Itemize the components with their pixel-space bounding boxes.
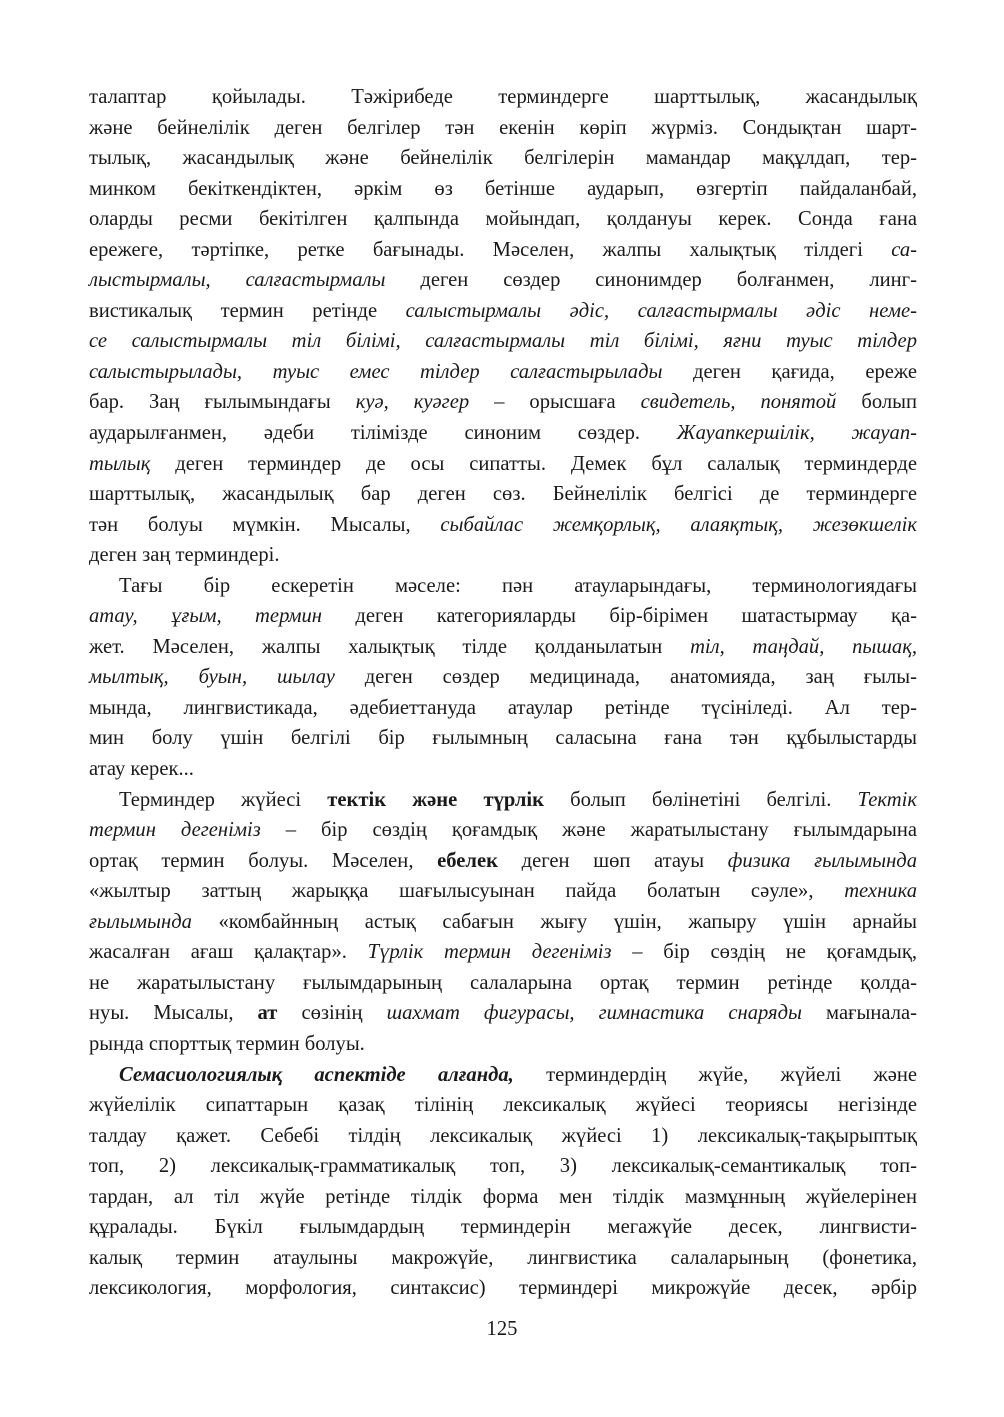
- bold-term: тектік және түрлік: [327, 788, 544, 811]
- text-line: тылық деген терминдер де осы сипатты. Демек бұл салалық терминдерде: [89, 452, 917, 475]
- text-line: жасалған ағаш қалақтар». Түрлік термин дегеніміз – бір сөздің не қоғамдық,: [89, 941, 917, 964]
- text-line: тардан, ал тіл жүйе ретінде тілдік форма мен тілдік мазмұнның жүйелерінен: [89, 1185, 917, 1208]
- text-line: нуы. Мысалы, ат сөзінің шахмат фигурасы, гимнастика снаряды мағынала-: [89, 1002, 917, 1025]
- text-line: салыстырылады, туыс емес тілдер салғастырылады деген қағида, ереже: [89, 360, 917, 383]
- text-line: Терминдер жүйесі тектік және түрлік болып бөлінетіні белгілі. Тектік: [119, 788, 917, 811]
- text-line: талдау қажет. Себебі тілдің лексикалық жүйесі 1) лексикалық-тақырыптық: [89, 1124, 917, 1147]
- bold-term: ат: [257, 1002, 278, 1025]
- text-line: атау керек...: [89, 758, 194, 781]
- italic-term: шахмат фигурасы, гимнастика снаряды: [386, 1002, 802, 1025]
- italic-term: физика ғылымында: [727, 849, 917, 872]
- text-line: рында спорттық термин болуы.: [89, 1032, 365, 1055]
- text-line: жүйелілік сипаттарын қазақ тілінің лексикалық жүйесі теориясы негізінде: [89, 1094, 917, 1117]
- bold-italic-term: Семасиологиялық аспектіде алғанда,: [119, 1063, 514, 1086]
- text-line: вистикалық термин ретінде салыстырмалы әдіс, салғастырмалы әдіс неме-: [89, 299, 917, 322]
- text-line: [89, 326, 917, 357]
- italic-term: свидетель, понятой: [640, 391, 837, 414]
- text-line: лексикология, морфология, синтаксис) терминдері микрожүйе десек, әрбір: [89, 1277, 917, 1300]
- text-line: Семасиологиялық аспектіде алғанда, терминдердің жүйе, жүйелі және: [119, 1063, 917, 1086]
- text-line: Тағы бір ескеретін мәселе: пән атауларындағы, терминологиядағы: [119, 574, 917, 597]
- italic-term: сыбайлас жемқорлық, алаяқтық, жезөкшелік: [440, 513, 917, 536]
- text-line: не жаратылыстану ғылымдарының салаларына ортақ термин ретінде қолда-: [89, 971, 917, 994]
- bold-term: ебелек: [437, 849, 498, 872]
- page-body: [89, 82, 917, 1304]
- italic-term: мылтық, буын, шылау: [89, 666, 335, 689]
- text-line: мында, лингвистикада, әдебиеттануда атаулар ретінде түсініледі. Ал тер-: [89, 696, 917, 719]
- italic-term: Жауапкершілік, жауап-: [676, 422, 917, 445]
- italic-term: куә, куәгер: [355, 391, 470, 414]
- text-line: атау, ұғым, термин деген категорияларды бір-бірімен шатастырмау қа-: [89, 605, 917, 628]
- paragraph-3: [89, 785, 917, 1060]
- text-line: минком бекіткендіктен, әркім өз бетінше аударып, өзгертіп пайдаланбай,: [89, 177, 917, 200]
- text-line: аударылғанмен, әдеби тілімізде синоним сөздер. Жауапкершілік, жауап-: [89, 422, 917, 445]
- paragraph-1: [89, 82, 917, 571]
- text-line: шарттылық, жасандылық бар деген сөз. Бейнелілік белгісі де терминдерге: [89, 483, 917, 506]
- text-line: калық термин атаулыны макрожүйе, лингвистика салаларының (фонетика,: [89, 1246, 917, 1269]
- italic-term: Тектік: [857, 788, 917, 811]
- text-line: ережеге, тәртіпке, ретке бағынады. Мәселен, жалпы халықтық тілдегі са-: [89, 238, 917, 261]
- text-line: термин дегеніміз – бір сөздің қоғамдық және жаратылыстану ғылымдарына: [89, 819, 917, 842]
- italic-term: ғылымында: [89, 910, 192, 933]
- text-line: жет. Мәселен, жалпы халықтық тілде қолданылатын тіл, таңдай, пышақ,: [89, 635, 918, 658]
- text-line: деген заң терминдері.: [89, 544, 280, 567]
- paragraph-2: [89, 571, 917, 785]
- text-line: мин болу үшін белгілі бір ғылымның саласына ғана тән құбылыстарды: [89, 727, 917, 750]
- text-line: «жылтыр заттың жарыққа шағылысуынан пайда болатын сәуле», техника: [89, 880, 917, 903]
- text-line: оларды ресми бекітілген қалпында мойындап, қолдануы керек. Сонда ғана: [89, 208, 917, 231]
- italic-term: салыстырылады, туыс емес тілдер салғастырылады: [89, 360, 663, 383]
- italic-term: Түрлік термин дегеніміз: [367, 941, 612, 964]
- italic-term: лыстырмалы, салғастырмалы: [89, 269, 386, 292]
- italic-term: салыстырмалы әдіс, салғастырмалы әдіс неме-: [405, 299, 917, 322]
- italic-term: тылық: [89, 452, 151, 475]
- text-line: бар. Заң ғылымындағы куә, куәгер – орысшаға свидетель, понятой болып: [89, 391, 917, 414]
- italic-term: атау, ұғым, термин: [89, 605, 322, 628]
- text-line: және бейнелілік деген белгілер тән екенін көріп жүрміз. Сондықтан шарт-: [89, 116, 917, 139]
- text-line: лыстырмалы, салғастырмалы деген сөздер синонимдер болғанмен, линг-: [89, 269, 917, 292]
- italic-term: са-: [891, 238, 917, 261]
- italic-term: тіл, таңдай, пышақ,: [690, 635, 918, 658]
- text-line: ортақ термин болуы. Мәселен, ебелек деген шөп атауы физика ғылымында: [89, 849, 917, 872]
- text-line: ғылымында «комбайнның астық сабағын жығу үшін, жапыру үшін арнайы: [89, 910, 917, 933]
- italic-term: техника: [844, 880, 917, 903]
- italic-term: термин дегеніміз: [89, 819, 261, 842]
- italic-term: се салыстырмалы тіл білімі, салғастырмалы тіл білімі, яғни туыс тілдер: [89, 330, 917, 353]
- text-line: талаптар қойылады. Тәжірибеде терминдерге шарттылық, жасандылық: [89, 86, 917, 108]
- text-line: тән болуы мүмкін. Мысалы, сыбайлас жемқорлық, алаяқтық, жезөкшелік: [89, 513, 917, 536]
- paragraph-4: [89, 1060, 917, 1304]
- text-line: құралады. Бүкіл ғылымдардың терминдерін мегажүйе десек, лингвисти-: [89, 1216, 917, 1239]
- page-number: 125: [486, 1318, 518, 1340]
- text-line: топ, 2) лексикалық-грамматикалық топ, 3) лексикалық-семантикалық топ-: [89, 1155, 917, 1178]
- text-line: тылық, жасандылық және бейнелілік белгілерін мамандар мақұлдап, тер-: [89, 147, 917, 170]
- text-line: мылтық, буын, шылау деген сөздер медицинада, анатомияда, заң ғылы-: [89, 666, 917, 689]
